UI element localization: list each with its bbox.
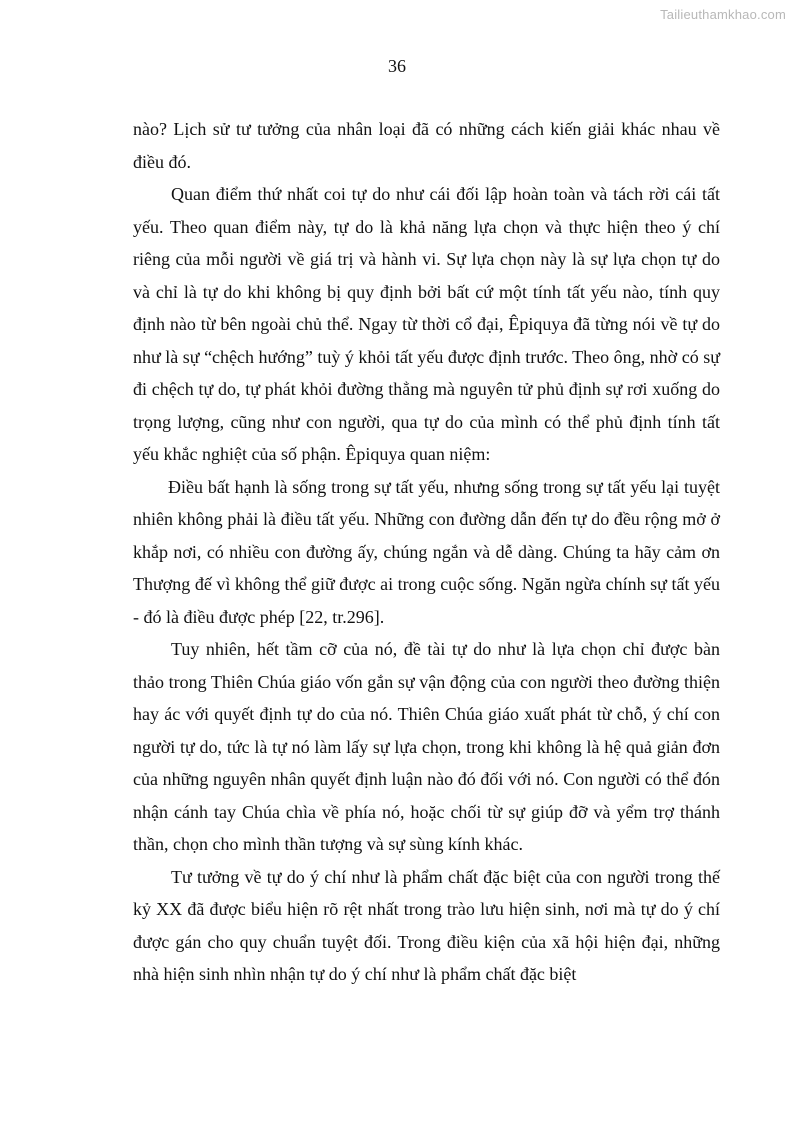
paragraph-existentialism: Tư tưởng về tự do ý chí như là phẩm chất đặc biệt của con người trong thế kỷ XX đã được biểu hiện rõ rệt nhất trong trào lưu hiện sinh, nơi mà tự do ý chí được gán cho quy chuẩn tuyệt đối. Trong điều kiện của xã hội hiện đại, những nhà hiện sinh nhìn nhận tự do ý chí như là phẩm chất đặc biệt [133,866,720,984]
paragraph-first-view: Quan điểm thứ nhất coi tự do như cái đối lập hoàn toàn và tách rời cái tất yếu. Theo quan điểm này, tự do là khả năng lựa chọn và thực hiện theo ý chí riêng của mỗi người về giá trị và hành vi. Sự lựa chọn này là sự lựa chọn tự do và chỉ là tự do khi không bị quy định bởi bất cứ một tính tất yếu nào, tính quy định nào từ bên ngoài chủ thể. Ngay từ thời cổ đại, Êpiquya đã từng nói về tự do như là sự “chệch hướng” tuỳ ý khỏi tất yếu được định trước. Theo ông, nhờ có sự đi chệch tự do, tự phát khỏi đường thẳng mà nguyên tử phủ định sự rơi xuống do trọng lượng, cũng như con người, qua tự do của mình có thể phủ định tính tất yếu khắc nghiệt của số phận. Êpiquya quan niệm: [133,184,720,464]
document-body [133,113,720,991]
paragraph-christianity: Tuy nhiên, hết tầm cỡ của nó, đề tài tự do như là lựa chọn chỉ được bàn thảo trong Thiên Chúa giáo vốn gắn sự vận động của con người theo đường thiện hay ác với quyết định tự do của nó. Thiên Chúa giáo xuất phát từ chỗ, ý chí con người tự do, tức là tự nó làm lấy sự lựa chọn, trong khi không là hệ quả giản đơn của những nguyên nhân quyết định luận nào đó đối với nó. Con người có thể đón nhận cánh tay Chúa chìa về phía nó, hoặc chối từ sự giúp đỡ và yểm trợ thánh thần, chọn cho mình thần tượng và sự sùng kính khác. [133,639,720,854]
paragraph-continuation: nào? Lịch sử tư tưởng của nhân loại đã có những cách kiến giải khác nhau về điều đó. [133,119,720,172]
page-number: 36 [388,56,406,76]
block-quote: Điều bất hạnh là sống trong sự tất yếu, nhưng sống trong sự tất yếu lại tuyệt nhiên không phải là điều tất yếu. Những con đường dẫn đến tự do đều rộng mở ở khắp nơi, có nhiều con đường ấy, chúng ngắn và dễ dàng. Chúng ta hãy cảm ơn Thượng đế vì không thể giữ được ai trong cuộc sống. Ngăn ngừa chính sự tất yếu - đó là điều được phép [22, tr.296]. [133,476,720,627]
watermark: Tailieuthamkhao.com [660,7,786,22]
